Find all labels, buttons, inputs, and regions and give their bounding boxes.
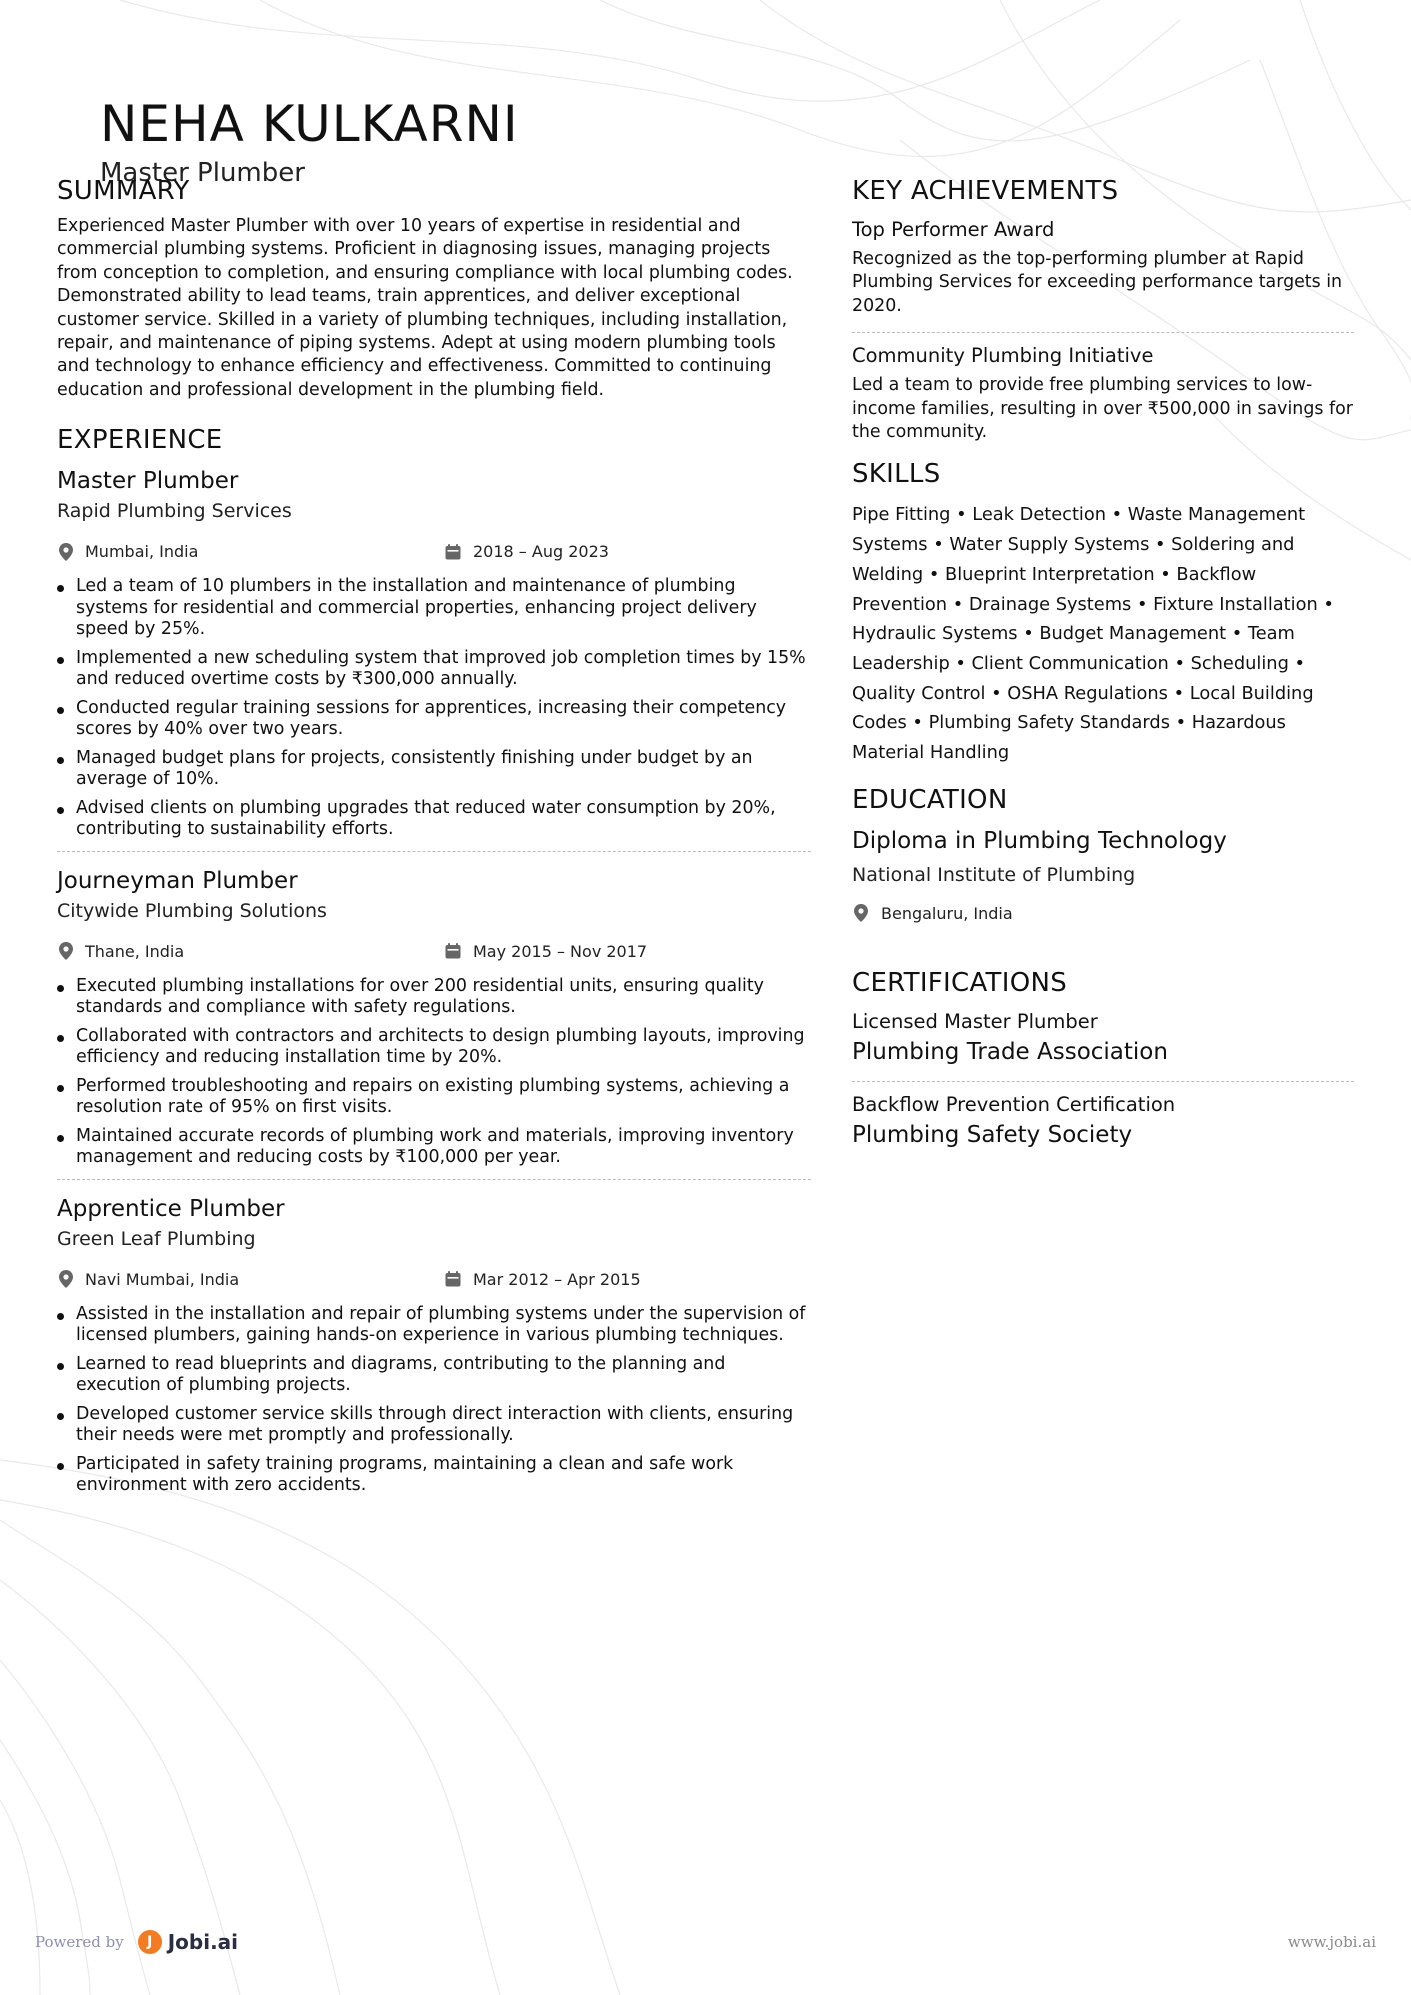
job-meta bbox=[57, 1270, 811, 1296]
education-school: National Institute of Plumbing bbox=[852, 863, 1136, 886]
calendar-icon bbox=[445, 943, 461, 959]
map-pin-icon bbox=[59, 543, 73, 561]
experience-heading: EXPERIENCE bbox=[57, 425, 223, 456]
education-location-text: Bengaluru, India bbox=[881, 903, 1013, 923]
achievement-description: Recognized as the top-performing plumber at Rapid Plumbing Services for exceeding performance targets in 2020. bbox=[852, 249, 1343, 316]
certification-issuer: Plumbing Trade Association bbox=[852, 1038, 1168, 1065]
brand-name[interactable]: Jobi.ai bbox=[167, 1930, 239, 1954]
experience-section bbox=[57, 422, 811, 1497]
map-pin-icon bbox=[854, 904, 868, 922]
education-heading: EDUCATION bbox=[852, 784, 1008, 815]
job-bullet: Performed troubleshooting and repairs on existing plumbing systems, achieving a resolution rate of 95% on first visits. bbox=[57, 1076, 811, 1119]
skills-section bbox=[852, 456, 1354, 767]
certifications-heading: CERTIFICATIONS bbox=[852, 967, 1068, 998]
job-title: Master Plumber bbox=[57, 468, 239, 495]
achievements-section bbox=[852, 173, 1354, 444]
education-location bbox=[852, 904, 1354, 923]
calendar-icon bbox=[445, 1271, 461, 1287]
job-dates bbox=[445, 1270, 641, 1289]
job-dates bbox=[445, 542, 609, 561]
job-dates-text: Mar 2012 – Apr 2015 bbox=[473, 1269, 641, 1289]
job-entry bbox=[57, 858, 811, 1169]
job-bullet: Conducted regular training sessions for apprentices, increasing their competency scores by 40% over two years. bbox=[57, 698, 811, 741]
job-bullets bbox=[57, 976, 811, 1169]
achievement-title: Top Performer Award bbox=[852, 218, 1055, 241]
job-bullet: Led a team of 10 plumbers in the installation and maintenance of plumbing systems for residential and commercial properties, enhancing project delivery speed by 25%. bbox=[57, 576, 811, 641]
job-bullet: Managed budget plans for projects, consistently finishing under budget by an average of 10%. bbox=[57, 748, 811, 791]
job-bullet: Advised clients on plumbing upgrades that reduced water consumption by 20%, contributing to sustainability efforts. bbox=[57, 798, 811, 841]
job-meta bbox=[57, 542, 811, 568]
candidate-name: NEHA KULKARNI bbox=[100, 95, 519, 153]
job-bullet: Maintained accurate records of plumbing work and materials, improving inventory management and reducing costs by ₹100,000 per year. bbox=[57, 1126, 811, 1169]
summary-heading: SUMMARY bbox=[57, 176, 190, 206]
map-pin-icon bbox=[59, 942, 73, 960]
achievement-title: Community Plumbing Initiative bbox=[852, 344, 1154, 368]
job-divider bbox=[57, 1179, 811, 1180]
job-dates-text: 2018 – Aug 2023 bbox=[473, 542, 609, 562]
job-bullets bbox=[57, 576, 811, 841]
job-entry bbox=[57, 458, 811, 841]
job-location-text: Thane, India bbox=[85, 941, 185, 961]
job-bullet: Developed customer service skills through direct interaction with clients, ensuring their needs were met promptly and professionally. bbox=[57, 1404, 811, 1447]
job-divider bbox=[57, 851, 811, 852]
right-column bbox=[852, 173, 1354, 1150]
job-dates-text: May 2015 – Nov 2017 bbox=[473, 941, 648, 961]
powered-by-footer[interactable] bbox=[35, 1930, 238, 1954]
achievement-description: Led a team to provide free plumbing services to low-income families, resulting in over ₹500,000 in savings for the community. bbox=[852, 375, 1353, 443]
job-location bbox=[59, 1270, 239, 1289]
job-meta bbox=[57, 942, 811, 968]
job-company: Citywide Plumbing Solutions bbox=[57, 899, 327, 922]
job-company: Green Leaf Plumbing bbox=[57, 1227, 256, 1250]
achievement-divider bbox=[852, 332, 1354, 333]
job-bullet: Assisted in the installation and repair of plumbing systems under the supervision of licensed plumbers, gaining hands-on experience in various plumbing techniques. bbox=[57, 1304, 811, 1347]
certification-issuer: Plumbing Safety Society bbox=[852, 1121, 1133, 1148]
summary-text: Experienced Master Plumber with over 10 years of expertise in residential and commercial plumbing systems. Proficient in diagnosing issues, managing projects from conception to completion, and ensuring compliance with local plumbing codes. Demonstrated ability to lead teams, train apprentices, and deliver exceptional customer service. Skilled in a variety of plumbing techniques, including installation, repair, and maintenance of piping systems. Adept at using modern plumbing tools and technology to enhance efficiency and effectiveness. Committed to continuing education and professional development in the plumbing field. bbox=[57, 216, 793, 400]
job-bullet: Learned to read blueprints and diagrams, contributing to the planning and execution of plumbing projects. bbox=[57, 1354, 811, 1397]
job-location bbox=[59, 542, 198, 561]
certification-divider bbox=[852, 1081, 1354, 1082]
education-section bbox=[852, 782, 1354, 923]
certifications-section bbox=[852, 965, 1354, 1150]
job-bullet: Executed plumbing installations for over 200 residential units, ensuring quality standards and compliance with safety regulations. bbox=[57, 976, 811, 1019]
map-pin-icon bbox=[59, 1270, 73, 1288]
job-location bbox=[59, 942, 184, 961]
job-title: Apprentice Plumber bbox=[57, 1195, 285, 1222]
job-dates bbox=[445, 942, 647, 961]
certification-name: Backflow Prevention Certification bbox=[852, 1092, 1176, 1116]
candidate-title: Master Plumber bbox=[100, 158, 305, 182]
job-bullets bbox=[57, 1304, 811, 1497]
jobi-logo-icon: J bbox=[138, 1930, 162, 1954]
education-degree: Diploma in Plumbing Technology bbox=[852, 827, 1227, 854]
skills-heading: SKILLS bbox=[852, 459, 941, 490]
job-bullet: Participated in safety training programs, maintaining a clean and safe work environment with zero accidents. bbox=[57, 1454, 811, 1497]
calendar-icon bbox=[445, 544, 461, 560]
certification-name: Licensed Master Plumber bbox=[852, 1009, 1098, 1033]
job-location-text: Mumbai, India bbox=[85, 542, 199, 562]
footer-url[interactable]: www.jobi.ai bbox=[1287, 1933, 1376, 1951]
job-company: Rapid Plumbing Services bbox=[57, 500, 292, 523]
left-column bbox=[57, 173, 811, 1504]
summary-section bbox=[57, 173, 811, 402]
skills-list: Pipe Fitting • Leak Detection • Waste Management Systems • Water Supply Systems • Soldering and Welding • Blueprint Interpretation • Backflow Prevention • Drainage Systems • Fixture Installation • Hydraulic Systems • Budget Management • Team Leadership • Client Communication • Scheduling • Quality Control • OSHA Regulations • Local Building Codes • Plumbing Safety Standards • Hazardous Material Handling bbox=[852, 504, 1334, 764]
job-bullet: Implemented a new scheduling system that improved job completion times by 15% and reduced overtime costs by ₹300,000 annually. bbox=[57, 648, 811, 691]
job-title: Journeyman Plumber bbox=[57, 867, 298, 894]
powered-by-label: Powered by bbox=[35, 1933, 124, 1951]
job-entry bbox=[57, 1186, 811, 1497]
job-bullet: Collaborated with contractors and architects to design plumbing layouts, improving efficiency and reducing installation time by 20%. bbox=[57, 1026, 811, 1069]
job-location-text: Navi Mumbai, India bbox=[85, 1269, 240, 1289]
achievements-heading: KEY ACHIEVEMENTS bbox=[852, 176, 1119, 206]
